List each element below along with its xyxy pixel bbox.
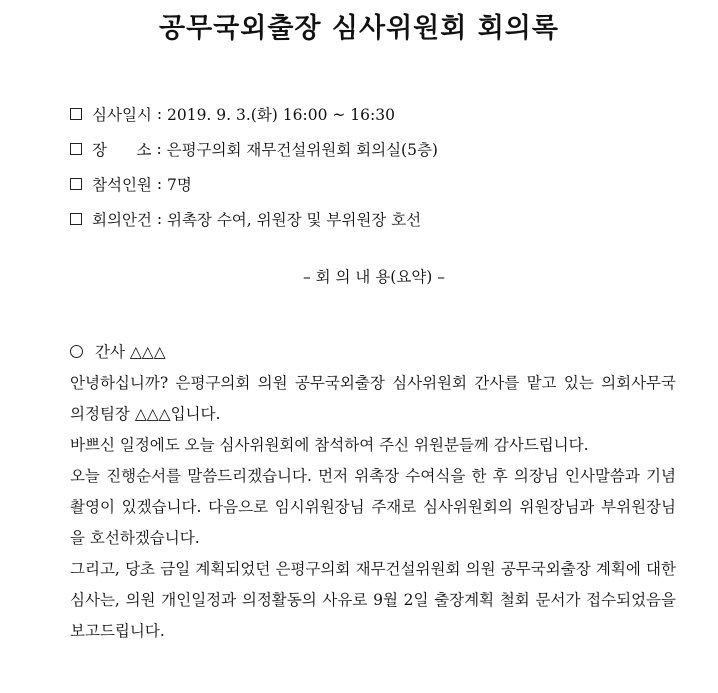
info-separator: :	[151, 139, 167, 158]
info-label: 심사일시	[92, 105, 152, 124]
info-separator: :	[151, 174, 167, 193]
info-value: 7명	[166, 175, 192, 194]
info-value: 위촉장 수여, 위원장 및 부위원장 호선	[166, 210, 422, 229]
section-subtitle: – 회 의 내 용(요약) –	[302, 268, 446, 286]
square-bullet-icon	[70, 213, 82, 225]
paragraph: 바쁘신 일정에도 오늘 심사위원회에 참석하여 주신 위원분들께 감사드립니다.	[70, 436, 589, 454]
info-label: 참석인원	[92, 175, 152, 194]
info-item-agenda	[70, 201, 438, 236]
info-label: 회의안건	[92, 210, 152, 229]
info-item-date	[70, 96, 438, 131]
minutes-body	[70, 368, 676, 647]
info-value: 2019. 9. 3.(화) 16:00 ~ 16:30	[166, 105, 395, 124]
speaker-line	[70, 340, 166, 362]
document-title: 공무국외출장 심사위원회 회의록	[159, 13, 559, 44]
speaker-name: 간사 △△△	[95, 343, 166, 361]
square-bullet-icon	[70, 143, 82, 155]
info-label: 장 소	[92, 140, 152, 159]
info-item-place	[70, 131, 438, 166]
paragraph: 안녕하십니까? 은평구의회 의원 공무국외출장 심사위원회 간사를 맡고 있는 의회사무국 의정팀장 △△△입니다.	[70, 374, 676, 423]
info-value: 은평구의회 재무건설위원회 회의실(5층)	[166, 140, 438, 159]
circle-bullet-icon	[70, 345, 83, 358]
meeting-info-list	[70, 96, 438, 236]
info-separator: :	[151, 209, 167, 228]
paragraph: 그리고, 당초 금일 계획되었던 은평구의회 재무건설위원회 의원 공무국외출장 계획에 대한 심사는, 의원 개인일정과 의정활동의 사유로 9월 2일 출장계획 철회 문서가 접수되었음을 보고드립니다.	[70, 560, 676, 640]
paragraph: 오늘 진행순서를 말씀드리겠습니다. 먼저 위촉장 수여식을 한 후 의장님 인사말씀과 기념촬영이 있겠습니다. 다음으로 임시위원장님 주재로 심사위원회의 위원장님과 부위원장님을 호선하겠습니다.	[70, 467, 676, 547]
info-item-attendees	[70, 166, 438, 201]
square-bullet-icon	[70, 108, 82, 120]
info-separator: :	[151, 104, 167, 123]
square-bullet-icon	[70, 178, 82, 190]
